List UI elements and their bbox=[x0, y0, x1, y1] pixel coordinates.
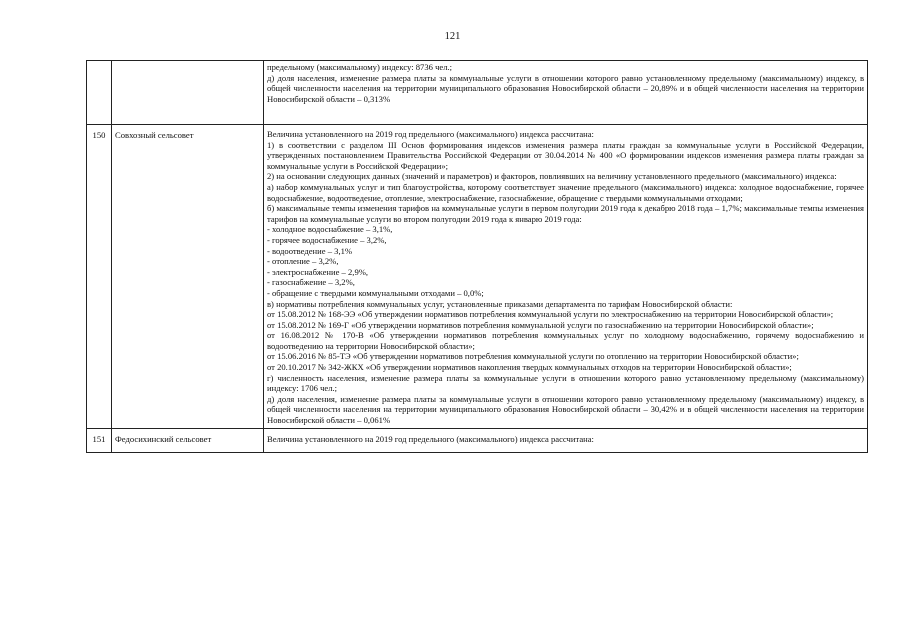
table-row bbox=[87, 125, 868, 429]
description-line: - электроснабжение – 2,9%, bbox=[267, 266, 369, 277]
description-line: - холодное водоснабжение – 3,1%, bbox=[267, 224, 393, 235]
row-number: 151 bbox=[87, 428, 112, 452]
description-line: в) нормативы потребления коммунальных услуг, установленные приказами департамента по тарифам Новосибирской области: bbox=[267, 298, 733, 309]
description-line: от 16.08.2012 № 170-В «Об утверждении нормативов потребления коммунальных услуг по холодному водоснабжению, горячему водоснабжению и водоотведению на территории Новосибирской области»; bbox=[267, 330, 864, 351]
description-line: - обращение с твердыми коммунальными отходами – 0,0%; bbox=[267, 287, 484, 298]
table-row bbox=[87, 428, 868, 452]
description-line: Величина установленного на 2019 год предельного (максимального) индекса рассчитана: bbox=[267, 129, 594, 139]
municipality-name: Федосихинский сельсовет bbox=[112, 428, 264, 452]
description-line: Величина установленного на 2019 год предельного (максимального) индекса рассчитана: bbox=[267, 433, 594, 444]
description-line: д) доля населения, изменение размера платы за коммунальные услуги в отношении которого равно установленному предельному (максимальному) индексу, в общей численности населения на территории муниципального образования Новосибирской области – 20,89% и в общей численности населения на территории Новосибирской области – 0,313% bbox=[267, 72, 864, 104]
table-row bbox=[87, 61, 868, 125]
description-line: д) доля населения, изменение размера платы за коммунальные услуги в отношении которого равно установленному предельному (максимальному) индексу, в общей численности населения на территории муниципального образования Новосибирской области – 30,42% и в общей численности населения на территории Новосибирской области – 0,061% bbox=[267, 393, 864, 426]
description-line: от 15.08.2012 № 169-Г «Об утверждении нормативов потребления коммунальной услуги по газоснабжению на территории Новосибирской области»; bbox=[267, 319, 814, 330]
description-line: от 20.10.2017 № 342-ЖКХ «Об утверждении нормативов накопления твердых коммунальных отходов на территории Новосибирской области»; bbox=[267, 362, 792, 373]
row-number: 150 bbox=[87, 125, 112, 429]
description-line: предельному (максимальному) индексу: 8736 чел.; bbox=[267, 62, 453, 72]
row-number bbox=[87, 61, 112, 125]
description-line: от 15.08.2012 № 168-ЭЭ «Об утверждении нормативов потребления коммунальной услуги по электроснабжению на территории Новосибирской области»; bbox=[267, 309, 834, 320]
description-line: б) максимальные темпы изменения тарифов на коммунальные услуги в первом полугодии 2019 года к декабрю 2018 года – 1,7%; максимальные темпы изменения тарифов на коммунальные услуги во втором полугодии 2019 года к январю 2019 года: bbox=[267, 203, 864, 224]
page-number: 121 bbox=[444, 31, 461, 42]
description-line: 1) в соответствии с разделом III Основ формирования индексов изменения размера платы граждан за коммунальные услуги в Российской Федерации, утвержденных постановлением Правительства Российской Федерации от 30.04.2014 № 400 «О формировании индексов изменения размера платы граждан за коммунальные услуги в Российской Федерации»; bbox=[267, 139, 864, 171]
row-description bbox=[264, 428, 868, 452]
description-line: - водоотведение – 3,1% bbox=[267, 245, 353, 256]
description-line: 2) на основании следующих данных (значений и параметров) и факторов, повлиявших на величину установленного предельного (максимального) индекса: bbox=[267, 171, 837, 182]
row-description bbox=[264, 125, 868, 429]
description-line: от 15.06.2016 № 85-ТЭ «Об утверждении нормативов потребления коммунальной услуги по отоплению на территории Новосибирской области»; bbox=[267, 351, 799, 362]
index-table bbox=[86, 60, 868, 453]
description-line: г) численность населения, изменение размера платы за коммунальные услуги в отношении которого равно установленному предельному (максимальному) индексу: 1706 чел.; bbox=[267, 372, 864, 394]
description-line: - газоснабжение – 3,2%, bbox=[267, 277, 355, 288]
municipality-name: Совхозный сельсовет bbox=[112, 125, 264, 429]
row-description bbox=[264, 61, 868, 125]
description-line: - отопление – 3,2%, bbox=[267, 256, 339, 267]
description-line: а) набор коммунальных услуг и тип благоустройства, которому соответствует значение предельного (максимального) индекса: холодное водоснабжение, горячее водоснабжение, водоотведение, отопление, электроснабжение, газоснабжение, обращение с твердыми коммунальными отходами; bbox=[267, 181, 864, 203]
municipality-name bbox=[112, 61, 264, 125]
description-line: - горячее водоснабжение – 3,2%, bbox=[267, 234, 387, 245]
